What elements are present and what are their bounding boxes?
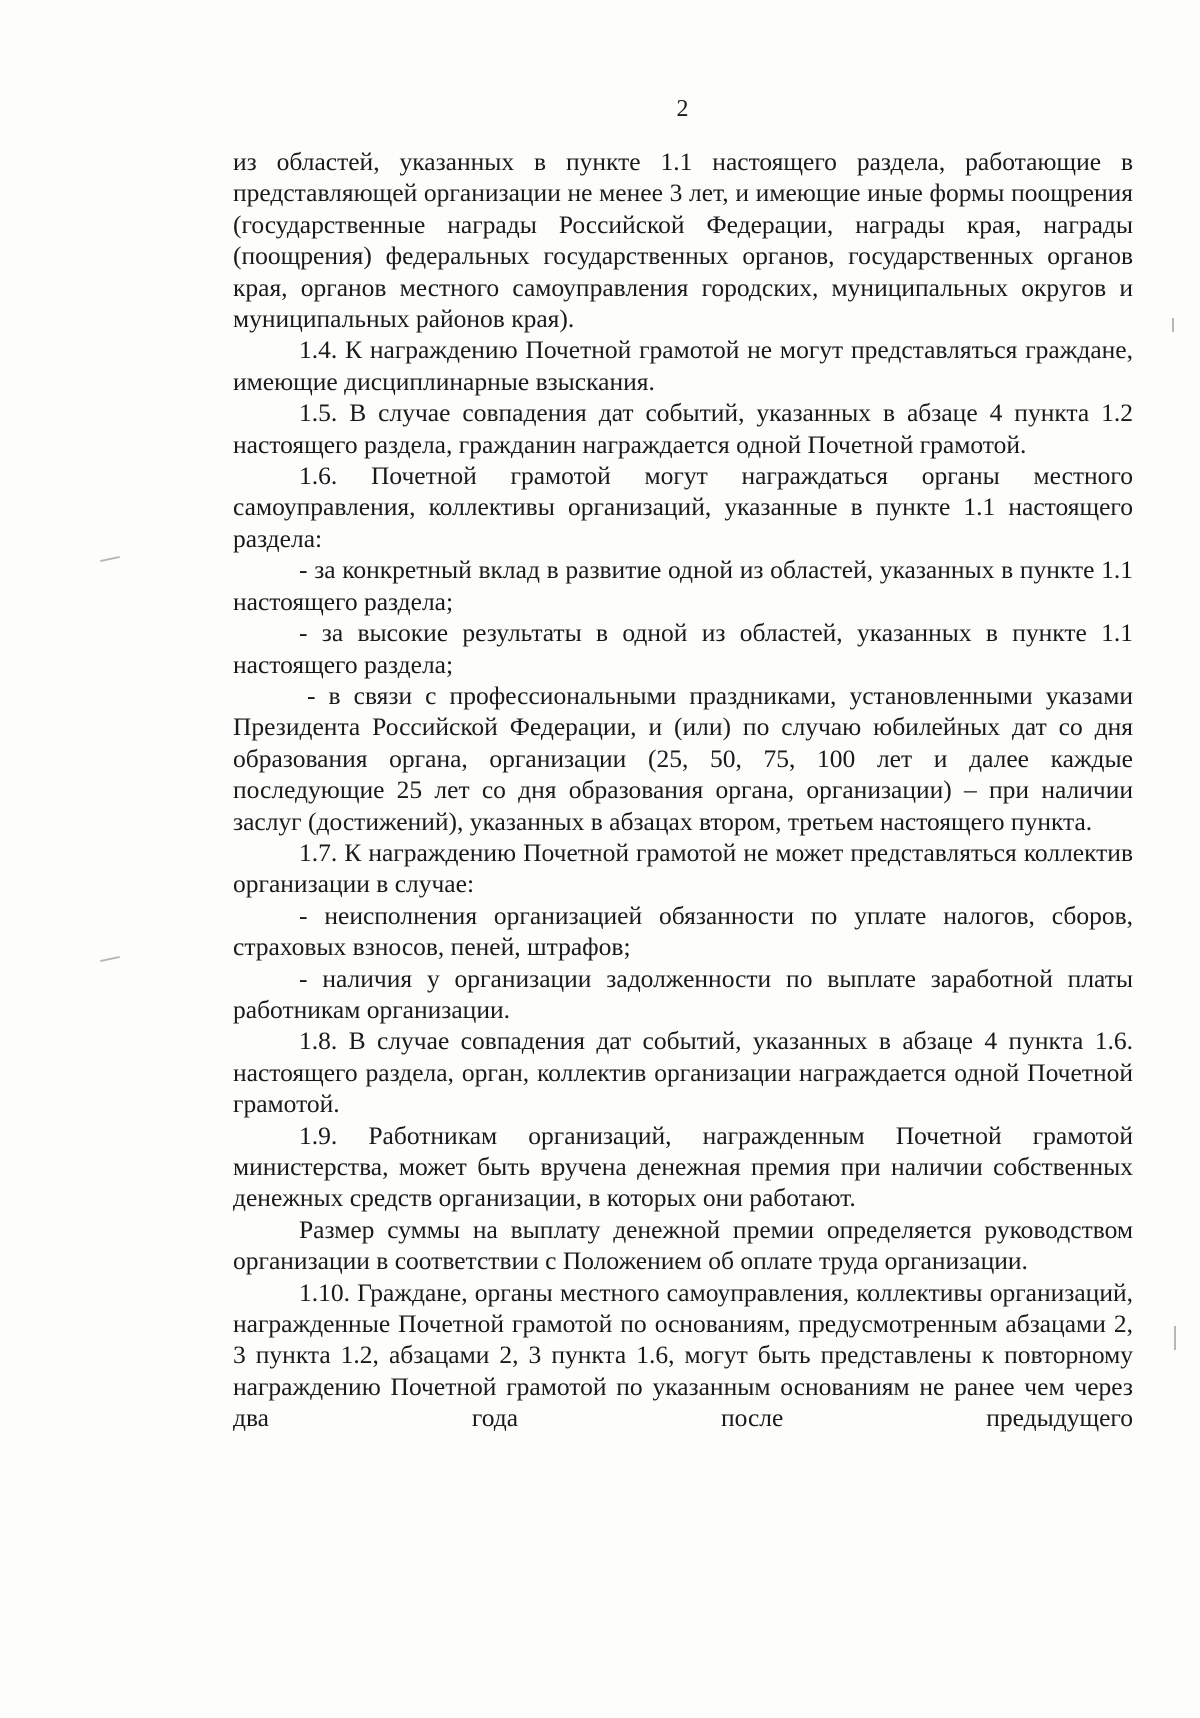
paragraph: 1.6. Почетной грамотой могут награждаться органы местного самоуправления, коллективы организаций, указанные в пункте 1.1 настоящего раздела:: [233, 461, 1133, 553]
page-number: 2: [676, 96, 689, 122]
paragraph: 1.5. В случае совпадения дат событий, указанных в абзаце 4 пункта 1.2 настоящего раздела, гражданин награждается одной Почетной грамотой.: [233, 398, 1133, 459]
scan-artifact: [1174, 1326, 1176, 1350]
paragraph: 1.7. К награждению Почетной грамотой не может представляться коллектив организации в случае:: [233, 837, 1133, 899]
paragraph: Размер суммы на выплату денежной премии определяется руководством организации в соответствии с Положением об оплате труда организации.: [233, 1214, 1133, 1276]
scan-artifact: [100, 956, 120, 962]
paragraph: из областей, указанных в пункте 1.1 настоящего раздела, работающие в представляющей организации не менее 3 лет, и имеющие иные формы поощрения (государственные награды Российской Федерации, награды края, награды (поощрения) федеральных государственных органов, государственных органов края, органов местного самоуправления городских, муниципальных округов и муниципальных районов края).: [233, 147, 1133, 334]
document-body: [233, 146, 1133, 1434]
paragraph: 1.9. Работникам организаций, награжденным Почетной грамотой министерства, может быть вручена денежная премия при наличии собственных денежных средств организации, в которых они работают.: [233, 1120, 1133, 1213]
list-item: - за конкретный вклад в развитие одной из областей, указанных в пункте 1.1 настоящего раздела;: [233, 555, 1133, 616]
scan-artifact: [100, 556, 120, 562]
list-item: - наличия у организации задолженности по выплате заработной платы работникам организации.: [233, 963, 1133, 1024]
list-item: - в связи с профессиональными праздниками, установленными указами Президента Российской Федерации, и (или) по случаю юбилейных дат со дня образования органа, организации (25, 50, 75, 100 лет и далее каждые последующие 25 лет со дня образования органа, организации) – при наличии заслуг (достижений), указанных в абзацах втором, третьем настоящего пункта.: [233, 680, 1133, 836]
paragraph: 1.10. Граждане, органы местного самоуправления, коллективы организаций, награжденные Почетной грамотой по основаниям, предусмотренным абзацами 2, 3 пункта 1.2, абзацами 2, 3 пункта 1.6, могут быть представлены к повторному награждению Почетной грамотой по указанным основаниям не ранее чем через два года после предыдущего: [233, 1277, 1133, 1433]
paragraph: 1.4. К награждению Почетной грамотой не могут представляться граждане, имеющие дисциплинарные взыскания.: [233, 335, 1133, 396]
list-item: - неисполнения организацией обязанности по уплате налогов, сборов, страховых взносов, пеней, штрафов;: [233, 900, 1133, 962]
paragraph: 1.8. В случае совпадения дат событий, указанных в абзаце 4 пункта 1.6. настоящего раздела, орган, коллектив организации награждается одной Почетной грамотой.: [233, 1026, 1133, 1119]
list-item: - за высокие результаты в одной из областей, указанных в пункте 1.1 настоящего раздела;: [233, 618, 1133, 679]
scan-artifact: [1172, 318, 1174, 332]
